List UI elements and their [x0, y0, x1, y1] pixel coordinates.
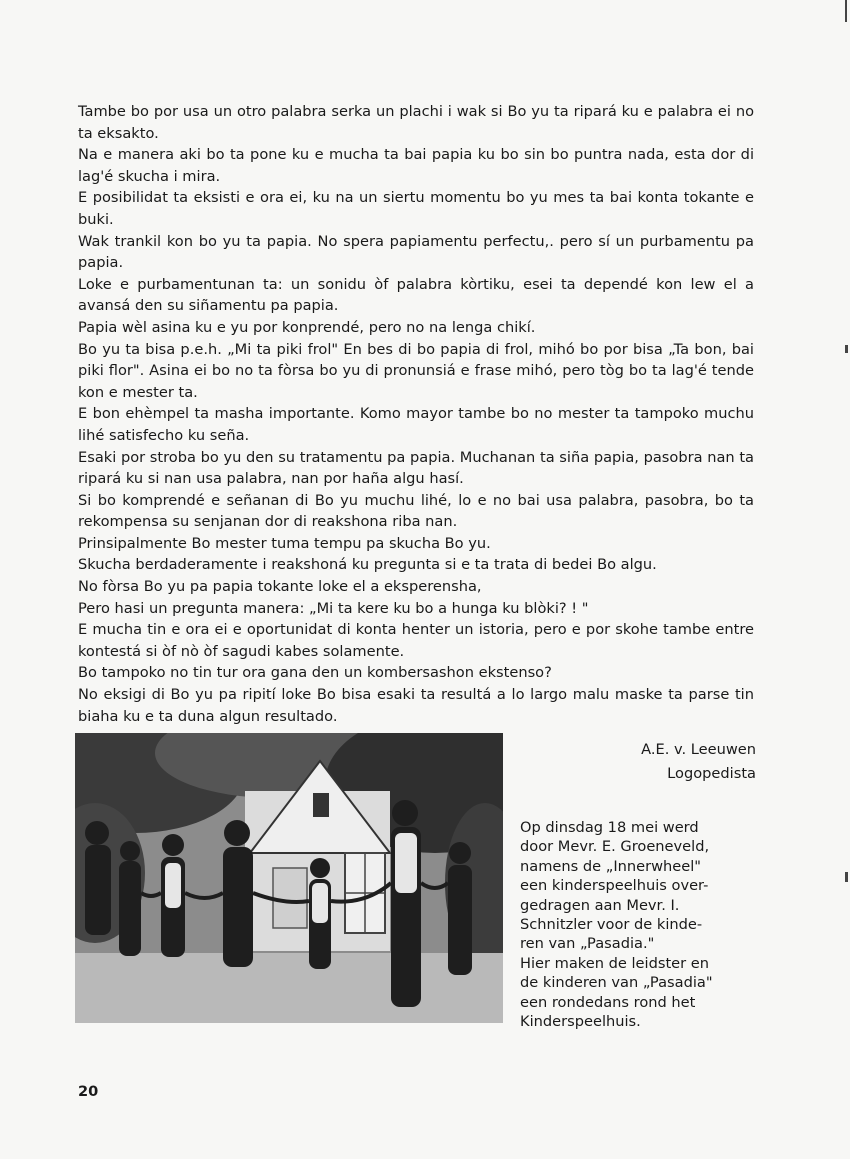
caption-line: Schnitzler voor de kinde-	[520, 916, 703, 934]
paragraph: Na e manera aki bo ta pone ku e mucha ta bai papia ku bo sin bo puntra nada, esta dor di lag'é skucha i mira.	[78, 146, 754, 185]
caption-line: Op dinsdag 18 mei werd	[520, 819, 699, 836]
scan-edge-mark	[845, 0, 847, 22]
paragraph: E posibilidat ta eksisti e ora ei, ku na un siertu momentu bo yu mes ta bai konta tokante e buki.	[78, 189, 754, 228]
caption-line: ren van „Pasadia."	[520, 935, 655, 953]
paragraph: Prinsipalmente Bo mester tuma tempu pa skucha Bo yu.	[78, 534, 491, 552]
photo-caption	[520, 818, 760, 1031]
paragraph: No fòrsa Bo yu pa papia tokante loke el a eksperensha,	[78, 578, 482, 596]
paragraph: Wak trankil kon bo yu ta papia. No spera papiamentu perfectu,. pero sí un purbamentu pa papia.	[78, 232, 754, 272]
caption-line: Hier maken de leidster en	[520, 954, 710, 972]
caption-line: Kinderspeelhuis.	[520, 1013, 641, 1031]
author-name: A.E. v. Leeuwen	[641, 741, 756, 758]
caption-line: de kinderen van „Pasadia"	[520, 974, 713, 992]
caption-line: namens de „Innerwheel"	[520, 857, 702, 875]
scan-edge-mark	[845, 345, 848, 353]
scan-edge-mark	[845, 872, 848, 882]
playhouse-photo	[75, 733, 503, 1023]
paragraph: Bo yu ta bisa p.e.h. „Mi ta piki frol" En bes di bo papia di frol, mihó bo por bisa „Ta bon, bai piki flor". Asina ei bo no ta fòrsa bo yu di pronunsiá e frase mihó, pero tòg bo ta lag'é tende kon e mester ta.	[78, 340, 754, 401]
caption-line: een rondedans rond het	[520, 993, 696, 1011]
paragraph: No eksigi di Bo yu pa ripití loke Bo bisa esaki ta resultá a lo largo malu maske ta parse tin biaha ku e ta duna algun resultado.	[78, 686, 754, 725]
paragraph: Pero hasi un pregunta manera: „Mi ta kere ku bo a hunga ku blòki? ! "	[78, 599, 589, 617]
paragraph: Tambe bo por usa un otro palabra serka un plachi i wak si Bo yu ta ripará ku e palabra ei no ta eksakto.	[78, 103, 754, 142]
paragraph: E bon ehèmpel ta masha importante. Komo mayor tambe bo no mester ta tampoko muchu lihé satisfecho ku seña.	[78, 405, 754, 444]
author-signature	[560, 738, 756, 786]
paragraph: Bo tampoko no tin tur ora gana den un kombersashon ekstenso?	[78, 664, 552, 682]
paragraph: Esaki por stroba bo yu den su tratamentu pa papia. Muchanan ta siña papia, pasobra nan ta ripará ku si nan usa palabra, nan por haña algu hasí.	[78, 448, 754, 488]
paragraph: Loke e purbamentunan ta: un sonidu òf palabra kòrtiku, esei ta dependé kon lew el a avansá den su siñamentu pa papia.	[78, 275, 754, 315]
caption-line: door Mevr. E. Groeneveld,	[520, 838, 710, 856]
paragraph: Si bo komprendé e señanan di Bo yu muchu lihé, lo e no bai usa palabra, pasobra, bo ta rekompensa su senjanan dor di reakshona riba nan.	[78, 491, 754, 531]
article-body	[78, 101, 754, 727]
caption-line: gedragen aan Mevr. I.	[520, 896, 680, 914]
caption-line: een kinderspeelhuis over-	[520, 877, 709, 895]
paragraph: Papia wèl asina ku e yu por konprendé, pero no na lenga chikí.	[78, 318, 536, 336]
author-role: Logopedista	[667, 765, 756, 782]
paragraph: E mucha tin e ora ei e oportunidat di konta henter un istoria, pero e por skohe tambe entre kontestá si òf nò òf sagudi kabes solamente.	[78, 621, 754, 660]
paragraph: Skucha berdaderamente i reakshoná ku pregunta si e ta trata di bedei Bo algu.	[78, 556, 657, 574]
page-number: 20	[78, 1083, 99, 1100]
